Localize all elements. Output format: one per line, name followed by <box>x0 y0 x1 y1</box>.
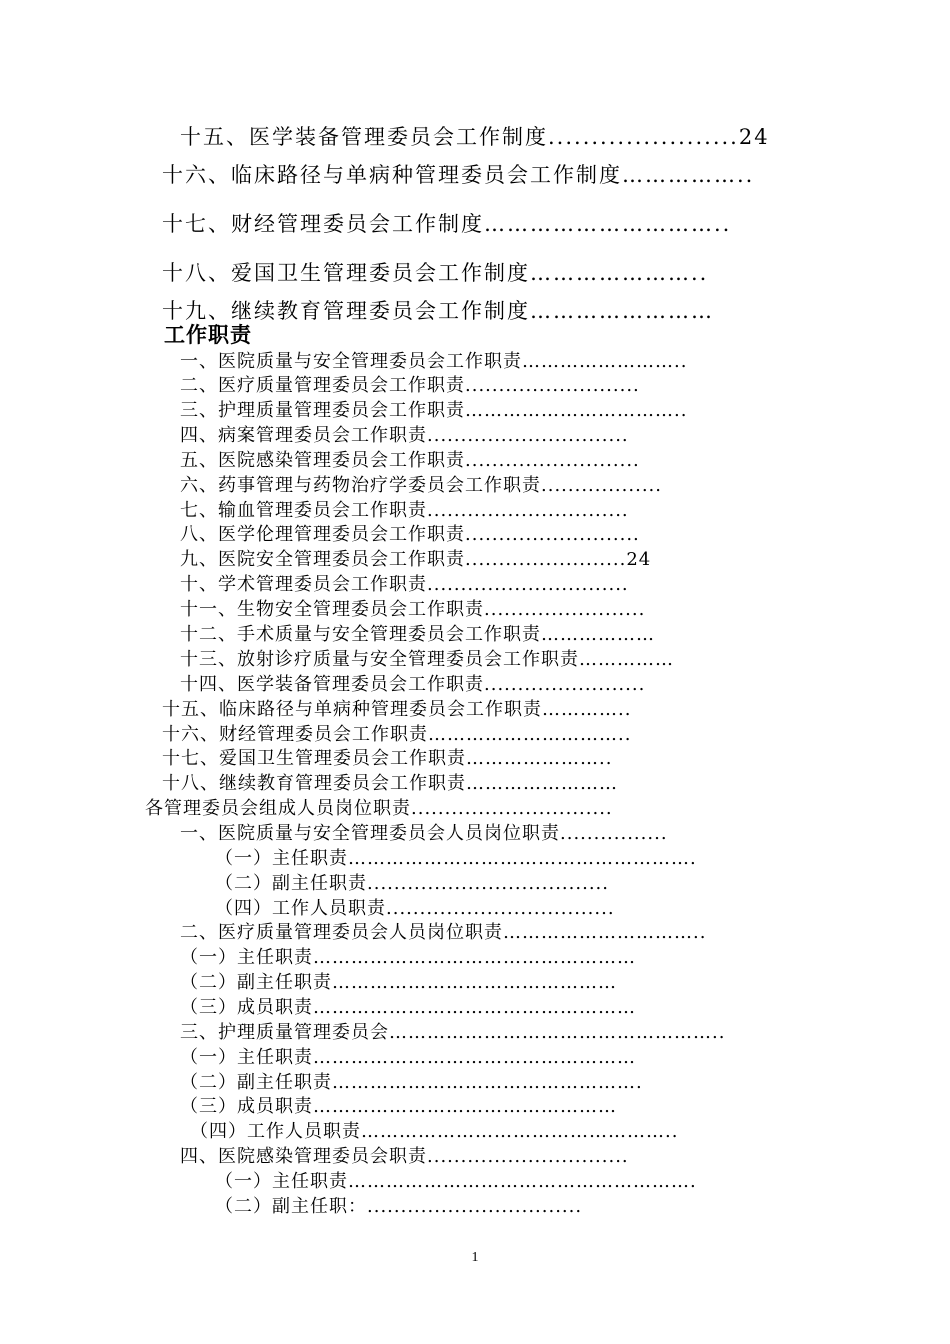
toc-entry[interactable]: 十四、医学装备管理委员会工作职责........................ <box>180 674 646 695</box>
toc-entry[interactable]: 十八、继续教育管理委员会工作职责…………………… <box>162 773 618 794</box>
toc-entry[interactable]: （三）成员职责………………………………………… <box>180 1096 617 1117</box>
page-number: 1 <box>471 1250 479 1265</box>
toc-entry[interactable]: 七、输血管理委员会工作职责.............................. <box>180 500 629 521</box>
toc-entry[interactable]: 一、医院质量与安全管理委员会人员岗位职责................ <box>180 823 668 844</box>
toc-entry[interactable]: （一）主任职责………………………………………………. <box>215 1171 697 1192</box>
toc-entry[interactable]: （一）主任职责…………………………………………… <box>180 947 636 968</box>
toc-entry[interactable]: 二、医疗质量管理委员会人员岗位职责………………………….. <box>180 922 707 943</box>
toc-entry[interactable]: （二）副主任职责.................................... <box>215 873 609 894</box>
toc-entry[interactable]: 十七、财经管理委员会工作制度………………………….. <box>162 212 732 236</box>
toc-entry[interactable]: 十、学术管理委员会工作职责.............................. <box>180 574 629 595</box>
section-heading: 工作职责 <box>164 322 252 347</box>
toc-entry[interactable]: （一）主任职责…………………………………………… <box>180 1047 636 1068</box>
toc-entry[interactable]: （四）工作人员职责………………………………………….. <box>190 1121 679 1142</box>
toc-entry[interactable]: 各管理委员会组成人员岗位职责.............................. <box>145 798 613 819</box>
toc-entry[interactable]: 二、医疗质量管理委员会工作职责.......................... <box>180 375 640 396</box>
toc-entry[interactable]: 九、医院安全管理委员会工作职责........................24 <box>180 549 652 570</box>
toc-entry[interactable]: 六、药事管理与药物治疗学委员会工作职责.................. <box>180 475 662 496</box>
toc-entry[interactable]: 十六、临床路径与单病种管理委员会工作制度…………….. <box>162 163 755 187</box>
toc-entry[interactable]: 十一、生物安全管理委员会工作职责........................ <box>180 599 646 620</box>
toc-entry[interactable]: 十六、财经管理委员会工作职责………………………….. <box>162 724 632 745</box>
toc-entry[interactable]: 三、护理质量管理委员会工作职责…………………………….. <box>180 400 688 421</box>
toc-entry[interactable]: 五、医院感染管理委员会工作职责.......................... <box>180 450 640 471</box>
toc-entry[interactable]: 一、医院质量与安全管理委员会工作职责…………………….. <box>180 351 688 372</box>
toc-entry[interactable]: 十三、放射诊疗质量与安全管理委员会工作职责…………… <box>180 649 674 670</box>
toc-entry[interactable]: 十五、临床路径与单病种管理委员会工作职责………….. <box>162 699 632 720</box>
toc-entry[interactable]: （二）副主任职责…………………………………………. <box>180 1072 643 1093</box>
toc-entry[interactable]: 四、医院感染管理委员会职责.............................. <box>180 1146 629 1167</box>
toc-entry[interactable]: 八、医学伦理管理委员会工作职责.......................... <box>180 524 640 545</box>
toc-entry[interactable]: 十七、爱国卫生管理委员会工作职责………………….. <box>162 748 613 769</box>
toc-entry[interactable]: （二）副主任职责……………………………………… <box>180 972 617 993</box>
toc-entry[interactable]: （一）主任职责………………………………………………. <box>215 848 697 869</box>
toc-entry[interactable]: 十八、爱国卫生管理委员会工作制度………………….. <box>162 261 709 285</box>
toc-entry[interactable]: 十九、继续教育管理委员会工作制度…………………… <box>162 299 714 323</box>
toc-entry[interactable]: （四）工作人员职责.................................. <box>215 898 615 919</box>
toc-entry[interactable]: 十五、医学装备管理委员会工作制度......................24 <box>180 125 770 149</box>
toc-entry[interactable]: （三）成员职责…………………………………………… <box>180 997 636 1018</box>
toc-entry[interactable]: 十二、手术质量与安全管理委员会工作职责……………… <box>180 624 655 645</box>
toc-entry[interactable]: （二）副主任职：................................ <box>215 1196 583 1217</box>
toc-entry[interactable]: 三、护理质量管理委员会…………………………………………….. <box>180 1022 726 1043</box>
toc-entry[interactable]: 四、病案管理委员会工作职责.............................. <box>180 425 629 446</box>
